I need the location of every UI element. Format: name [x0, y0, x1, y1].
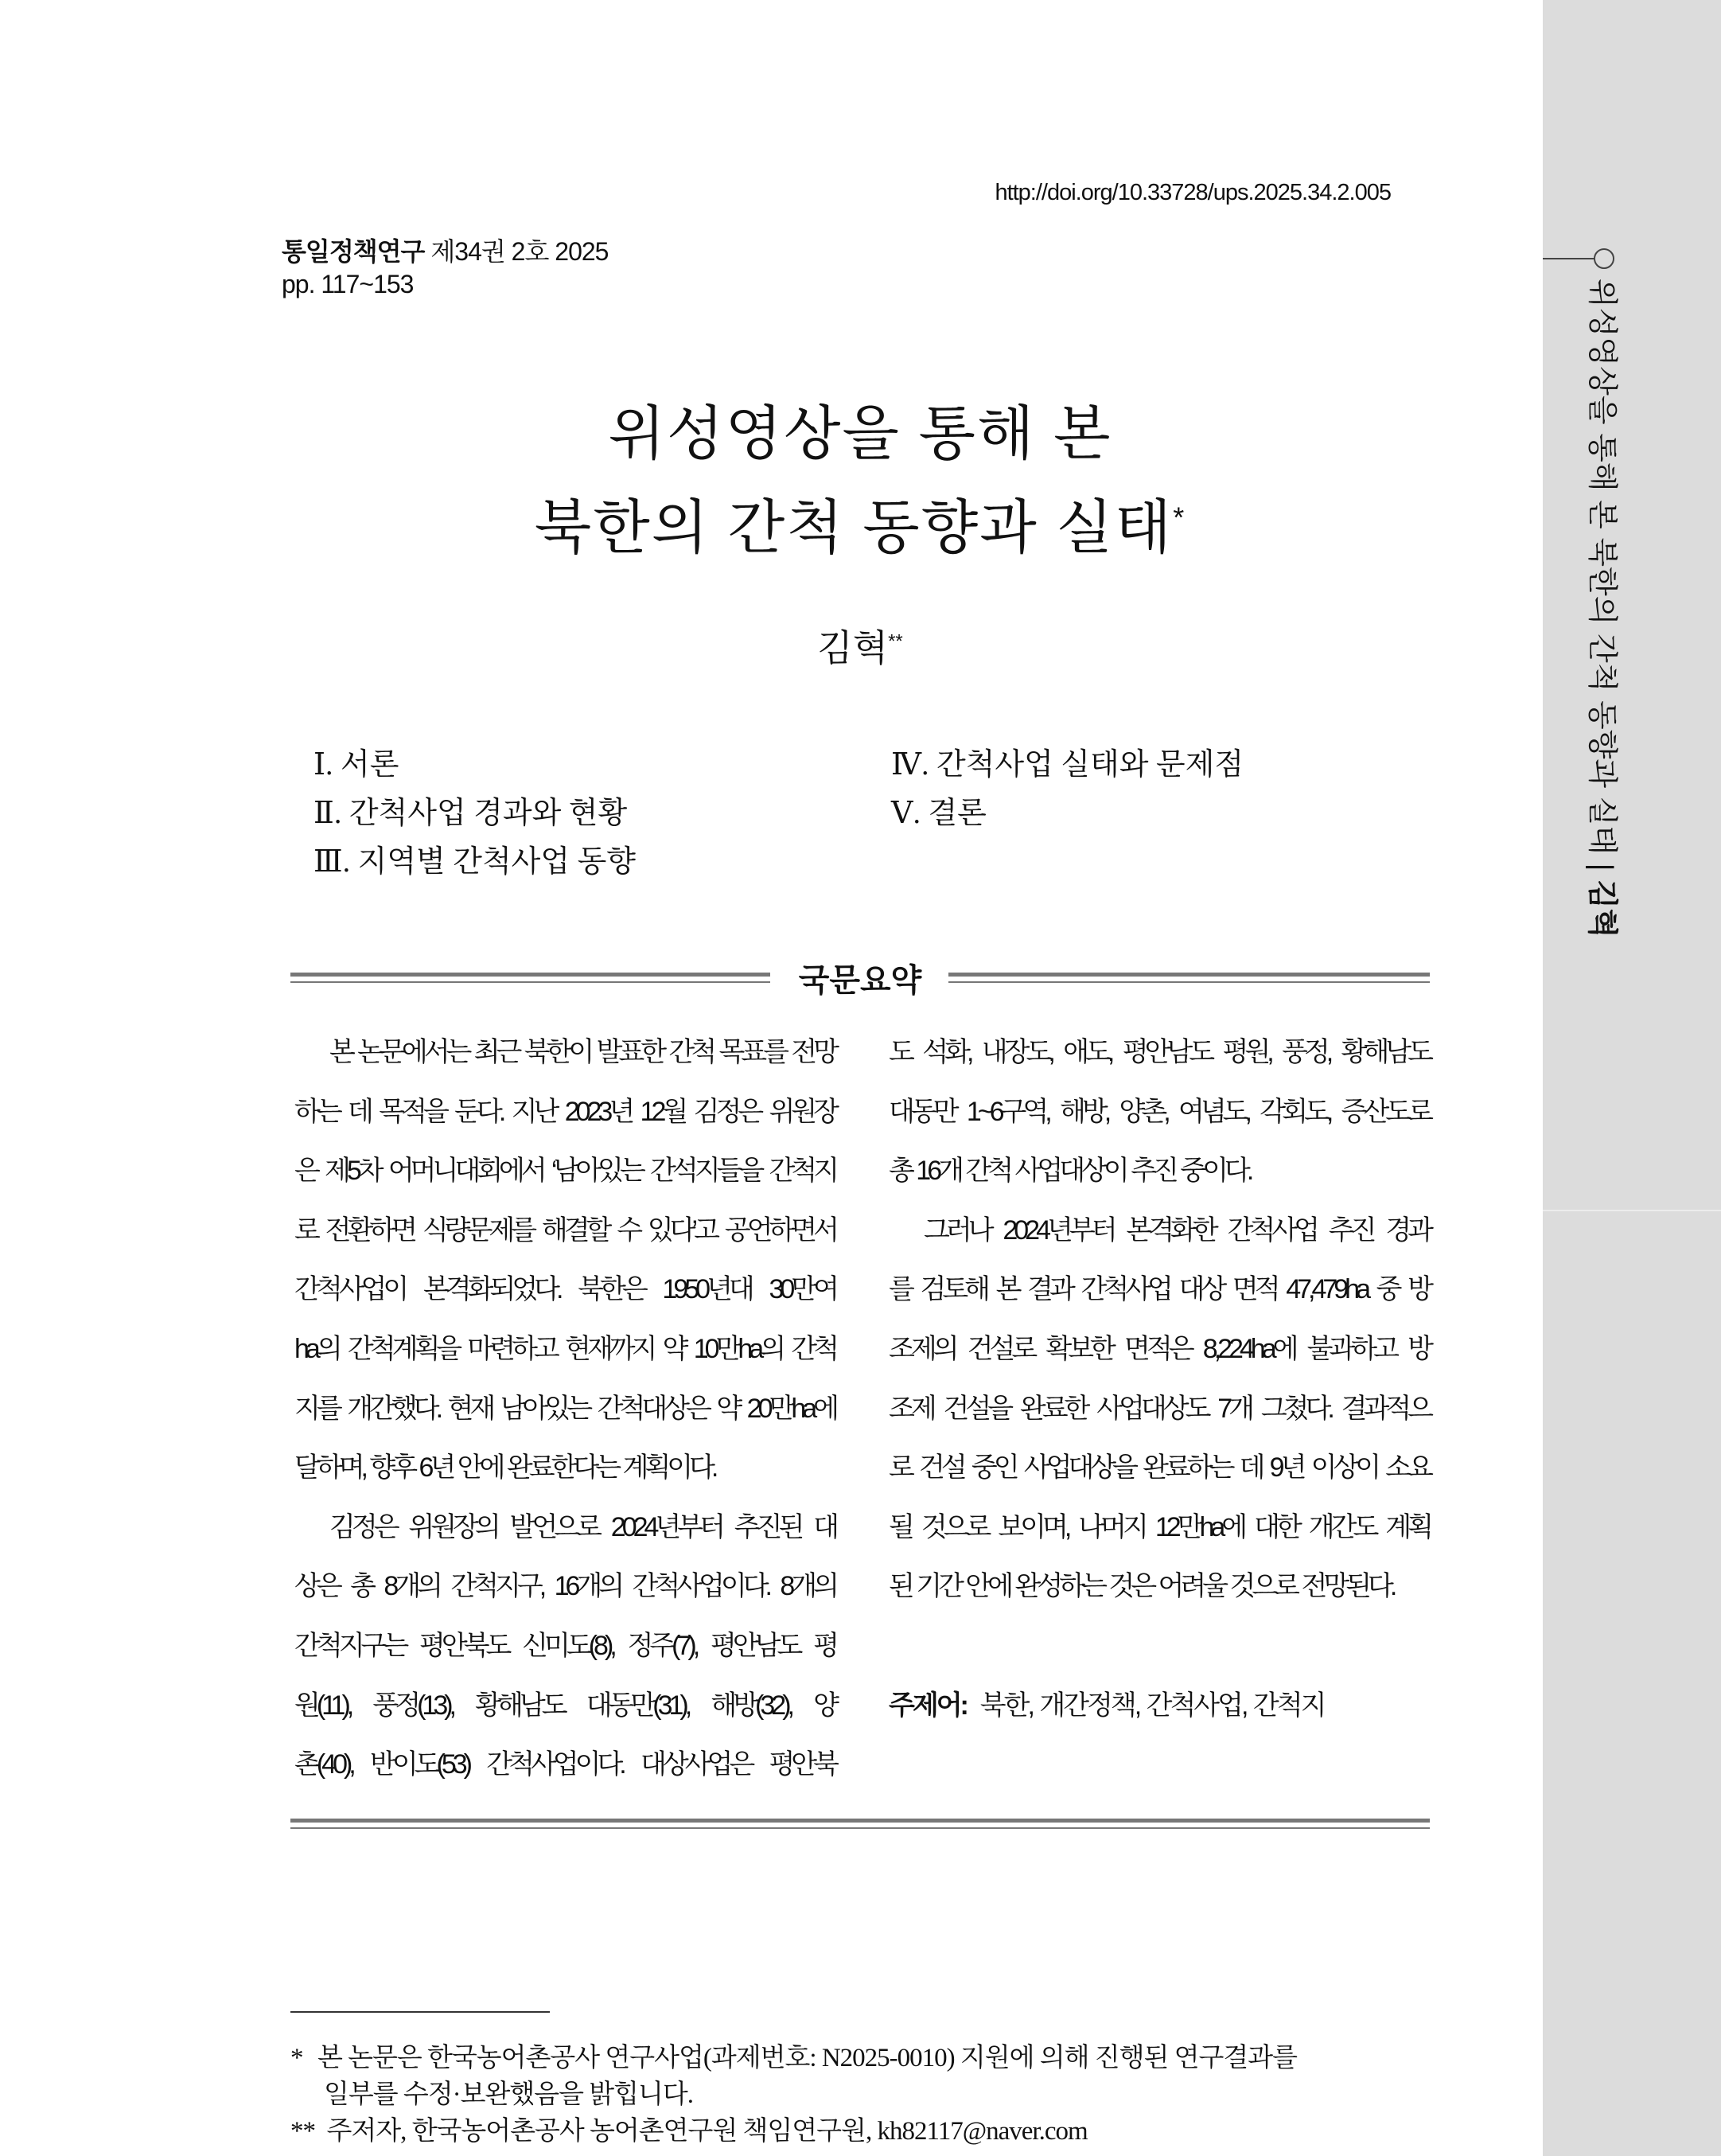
- footnote-text: 본 논문은 한국농어촌공사 연구사업(과제번호: N2025-0010) 지원에 의해 진행된 연구결과를: [317, 2044, 1298, 2072]
- footnote-1: [290, 2040, 1430, 2113]
- footnotes: [290, 2011, 1430, 2150]
- abstract-line: 로 전환하면 식량문제를 해결할 수 있다’고 공언하면서: [294, 1214, 835, 1246]
- journal-info: [282, 236, 608, 301]
- footnote-text: 주저자, 한국농어촌공사 농어촌연구원 책임연구원, kh82117@naver.com: [326, 2117, 1088, 2146]
- footnote-mark: **: [290, 2117, 315, 2146]
- keywords: [889, 1676, 1430, 1736]
- toc-right: [891, 741, 1244, 838]
- abstract-line: 촌(40), 반이도(53) 간척사업이다. 대상사업은 평안북: [294, 1749, 835, 1780]
- abstract-line: 그러나 2024년부터 본격화한 간척사업 추진 경과: [924, 1214, 1430, 1246]
- abstract-right-column: [889, 1023, 1430, 1616]
- title-footnote-mark: *: [1173, 501, 1186, 534]
- abstract-line: 조제 건설을 완료한 사업대상도 7개 그쳤다. 결과적으: [889, 1393, 1430, 1424]
- side-tab: [1543, 0, 1721, 2156]
- abstract-line: 될 것으로 보이며, 나머지 12만ha에 대한 개간도 계획: [889, 1511, 1430, 1542]
- doi-link[interactable]: http://doi.org/10.33728/ups.2025.34.2.005: [995, 180, 1391, 205]
- toc-item: Ⅲ. 지역별 간척사업 동향: [313, 845, 637, 879]
- toc-item: Ⅳ. 간척사업 실태와 문제점: [891, 748, 1244, 782]
- abstract-line: 지를 개간했다. 현재 남아있는 간척대상은 약 20만ha에: [294, 1393, 835, 1424]
- abstract-line: 도 석화, 내장도, 애도, 평안남도 평원, 풍정, 황해남도: [889, 1037, 1430, 1067]
- journal-volume: 제34권 2호 2025: [430, 237, 609, 266]
- abstract-heading: [290, 955, 1430, 1000]
- toc-left: [313, 741, 636, 887]
- title-line-2-text: 북한의 간척 동향과 실태: [534, 494, 1174, 560]
- running-title-separator: |: [1585, 863, 1618, 871]
- abstract-right-column-wrap: [889, 1023, 1430, 1795]
- title-line-2: [290, 481, 1430, 565]
- abstract-line: 하는 데 목적을 둔다. 지난 2023년 12월 김정은 위원장: [294, 1096, 835, 1127]
- keywords-label: 주제어:: [889, 1690, 967, 1721]
- running-title-text: 위성영상을 통해 본 북한의 간척 동향과 실태: [1585, 279, 1618, 856]
- footnote-mark: *: [290, 2044, 303, 2072]
- side-tab-circle-icon: [1594, 248, 1614, 269]
- abstract-line: 은 제5차 어머니대회에서 ‘남아있는 간석지들을 간척지: [294, 1156, 835, 1187]
- title-line-1: 위성영상을 통해 본: [608, 400, 1112, 466]
- heading-rule-right: [948, 973, 1430, 983]
- abstract-line: 간척지구는 평안북도 신미도(8), 정주(7), 평안남도 평: [294, 1630, 835, 1661]
- journal-name: 통일정책연구: [282, 237, 425, 266]
- toc-item: Ⅰ. 서론: [313, 748, 399, 782]
- abstract-left-column: [294, 1023, 835, 1795]
- abstract-line: 를 검토해 본 결과 간척사업 대상 면적 47,479ha 중 방: [889, 1274, 1430, 1305]
- abstract-line: 달하며, 향후 6년 안에 완료한다는 계획이다.: [294, 1452, 715, 1483]
- abstract-line: 로 건설 중인 사업대상을 완료하는 데 9년 이상이 소요: [889, 1452, 1430, 1483]
- abstract-line: ha의 간척계획을 마련하고 현재까지 약 10만ha의 간척: [294, 1333, 835, 1364]
- abstract-line: 상은 총 8개의 간척지구, 16개의 간척사업이다. 8개의: [294, 1571, 835, 1602]
- toc-item: Ⅴ. 결론: [891, 797, 987, 830]
- running-title: [1583, 279, 1627, 938]
- footnote-text: 일부를 수정·보완했음을 밝힙니다.: [324, 2080, 694, 2109]
- abstract-line: 김정은 위원장의 발언으로 2024년부터 추진된 대: [329, 1511, 835, 1542]
- abstract-line: 대동만 1~6구역, 해방, 양촌, 여념도, 각회도, 증산도로: [889, 1096, 1430, 1127]
- abstract-body: [290, 1023, 1430, 1829]
- side-tab-divider: [1543, 1210, 1721, 1211]
- toc-item: Ⅱ. 간척사업 경과와 현황: [313, 797, 628, 830]
- footnote-2: [290, 2113, 1430, 2150]
- author-name: 김혁: [817, 627, 889, 669]
- author: [290, 619, 1430, 672]
- footnote-rule: [290, 2011, 550, 2013]
- abstract-line: 원(11), 풍정(13), 황해남도 대동만(31), 해방(32), 양: [294, 1690, 835, 1721]
- abstract-title: 국문요약: [798, 963, 922, 998]
- keywords-value: 북한, 개간정책, 간척사업, 간척지: [979, 1690, 1325, 1721]
- author-footnote-mark: **: [888, 630, 903, 653]
- journal-pages: pp. 117~153: [282, 270, 414, 298]
- abstract-bottom-rule: [290, 1819, 1430, 1829]
- abstract-line: 조제의 건설로 확보한 면적은 8,224ha에 불과하고 방: [889, 1333, 1430, 1364]
- running-title-author: 김혁: [1585, 879, 1618, 938]
- abstract-line: 본 논문에서는 최근 북한이 발표한 간척 목표를 전망: [329, 1037, 835, 1067]
- abstract-line: 된 기간 안에 완성하는 것은 어려울 것으로 전망된다.: [889, 1571, 1394, 1602]
- abstract-line: 간척사업이 본격화되었다. 북한은 1950년대 30만여: [294, 1274, 835, 1305]
- side-tab-line: [1543, 258, 1594, 259]
- abstract-line: 총 16개 간척 사업대상이 추진 중이다.: [889, 1156, 1251, 1187]
